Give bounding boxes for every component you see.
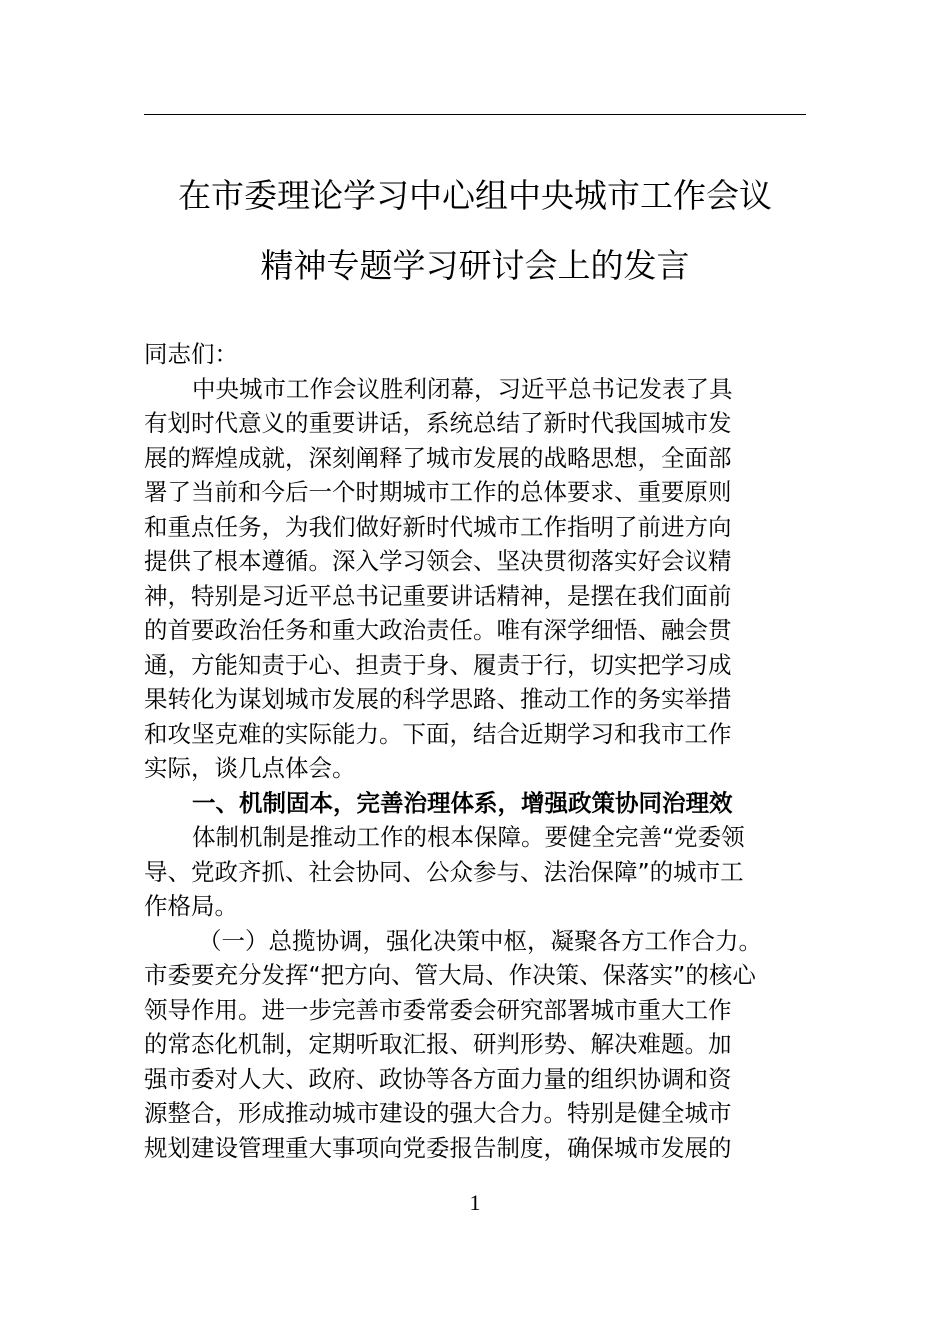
text-line: 展的辉煌成就，深刻阐释了城市发展的战略思想，全面部 xyxy=(144,443,732,472)
text-line: 体制机制是推动工作的根本保障。要健全完善“党委领 xyxy=(192,823,745,851)
text-line: 和攻坚克难的实际能力。下面，结合近期学习和我市工作 xyxy=(144,719,732,748)
text-line: 领导作用。进一步完善市委常委会研究部署城市重大工作 xyxy=(144,995,732,1024)
text-line: 实际，谈几点体会。 xyxy=(144,754,356,782)
text-line: 规划建设管理重大事项向党委报告制度，确保城市发展的 xyxy=(144,1133,732,1162)
text-line: 神，特别是习近平总书记重要讲话精神，是摆在我们面前 xyxy=(144,581,732,610)
text-line: 导、党政齐抓、社会协同、公众参与、法治保障”的城市工 xyxy=(144,857,744,886)
text-line: 的首要政治任务和重大政治责任。唯有深学细悟、融会贯 xyxy=(144,616,732,644)
section-heading: 一、机制固本，完善治理体系，增强政策协同治理效 xyxy=(192,788,733,817)
document-title-line-1: 在市委理论学习中心组中央城市工作会议 xyxy=(178,176,772,215)
page-number: 1 xyxy=(469,1190,481,1215)
text-line: 源整合，形成推动城市建设的强大合力。特别是健全城市 xyxy=(144,1099,732,1127)
document-title-line-2: 精神专题学习研讨会上的发言 xyxy=(260,246,690,285)
header-rule xyxy=(144,114,806,115)
subsection-heading: （一）总揽协调，强化决策中枢，凝聚各方工作合力。 xyxy=(198,926,762,955)
text-line: 提供了根本遵循。深入学习领会、坚决贯彻落实好会议精 xyxy=(144,547,732,575)
text-line: 有划时代意义的重要讲话，系统总结了新时代我国城市发 xyxy=(144,409,732,437)
text-line: 通，方能知责于心、担责于身、履责于行，切实把学习成 xyxy=(144,650,732,679)
text-line: 的常态化机制，定期听取汇报、研判形势、解决难题。加 xyxy=(144,1030,732,1058)
text-line: 果转化为谋划城市发展的科学思路、推动工作的务实举措 xyxy=(144,685,732,713)
text-line: 中央城市工作会议胜利闭幕，习近平总书记发表了具 xyxy=(192,374,733,403)
text-line: 署了当前和今后一个时期城市工作的总体要求、重要原则 xyxy=(144,478,732,506)
text-line: 和重点任务，为我们做好新时代城市工作指明了前进方向 xyxy=(144,512,732,541)
salutation: 同志们： xyxy=(144,340,238,368)
document-body xyxy=(144,337,844,1165)
text-line: 强市委对人大、政府、政协等各方面力量的组织协调和资 xyxy=(144,1064,732,1093)
text-line: 作格局。 xyxy=(144,892,238,920)
text-line: 市委要充分发挥“把方向、管大局、作决策、保落实”的核心 xyxy=(144,961,756,989)
